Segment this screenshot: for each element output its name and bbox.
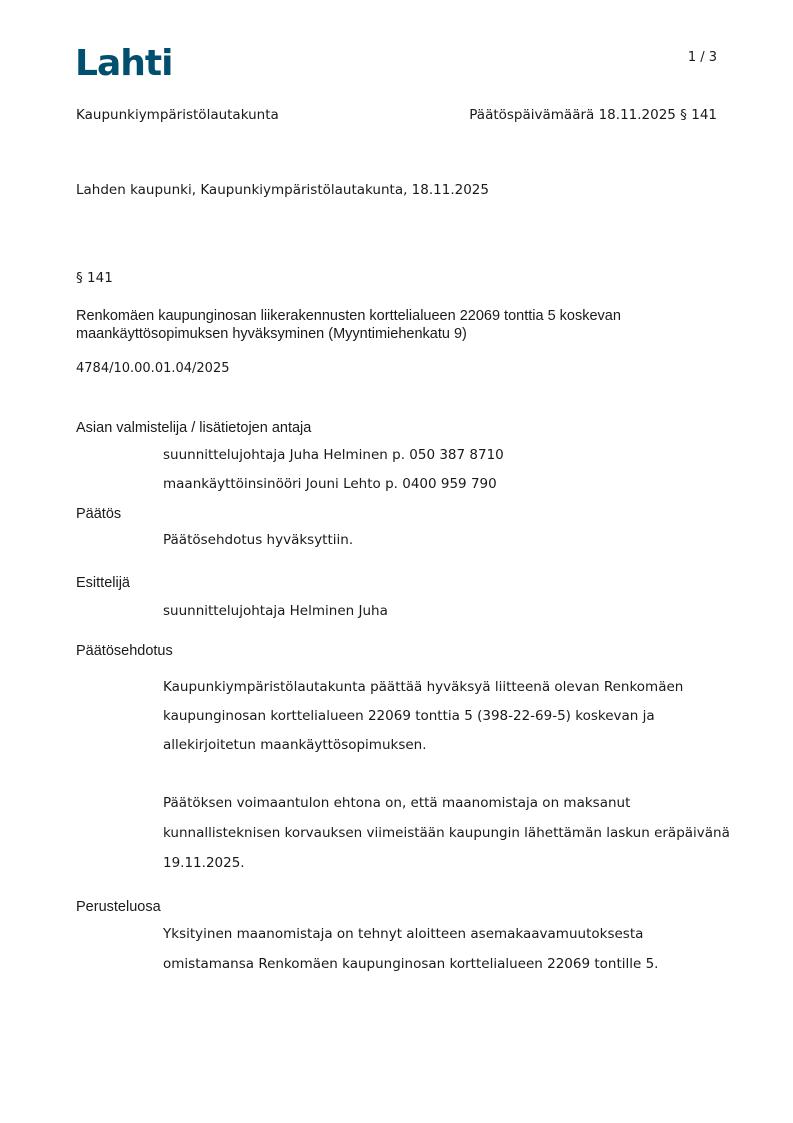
proposal-line: kunnallisteknisen korvauksen viimeistään kaupungin lähettämän laskun eräpäivänä xyxy=(163,825,730,841)
matter-title: Renkomäen kaupunginosan liikerakennusten korttelialueen 22069 tonttia 5 koskevan maankäyttösopimuksen hyväksyminen (Myyntimiehenkatu 9) xyxy=(76,308,621,342)
decision-date: Päätöspäivämäärä 18.11.2025 § 141 xyxy=(469,107,717,123)
organ-name: Kaupunkiympäristölautakunta xyxy=(76,107,279,123)
preparer-line: suunnittelujohtaja Juha Helminen p. 050 387 8710 xyxy=(163,447,504,463)
preparer-line: maankäyttöinsinööri Jouni Lehto p. 0400 959 790 xyxy=(163,476,497,492)
paragraph-number: § 141 xyxy=(76,270,113,286)
diary-number: 4784/10.00.01.04/2025 xyxy=(76,361,230,376)
presenter-text: suunnittelujohtaja Helminen Juha xyxy=(163,603,388,619)
rationale-line: Yksityinen maanomistaja on tehnyt aloitteen asemakaavamuutoksesta xyxy=(163,926,644,942)
section-heading-proposal: Päätösehdotus xyxy=(76,643,173,659)
section-heading-presenter: Esittelijä xyxy=(76,575,130,591)
proposal-line: kaupunginosan korttelialueen 22069 tonttia 5 (398-22-69-5) koskevan ja xyxy=(163,708,655,724)
rationale-line: omistamansa Renkomäen kaupunginosan korttelialueen 22069 tontille 5. xyxy=(163,956,659,972)
lahti-logo: Lahti xyxy=(75,43,173,84)
proposal-line: allekirjoitetun maankäyttösopimuksen. xyxy=(163,737,427,753)
decision-text: Päätösehdotus hyväksyttiin. xyxy=(163,532,354,548)
proposal-line: Kaupunkiympäristölautakunta päättää hyväksyä liitteenä olevan Renkomäen xyxy=(163,679,684,695)
meeting-line: Lahden kaupunki, Kaupunkiympäristölautakunta, 18.11.2025 xyxy=(76,182,489,198)
section-heading-decision: Päätös xyxy=(76,506,122,522)
section-heading-rationale: Perusteluosa xyxy=(76,899,161,915)
page-number: 1 / 3 xyxy=(687,50,717,65)
section-heading-preparer: Asian valmistelija / lisätietojen antaja xyxy=(76,420,312,436)
proposal-line: Päätöksen voimaantulon ehtona on, että maanomistaja on maksanut xyxy=(163,795,631,811)
proposal-line: 19.11.2025. xyxy=(163,855,245,871)
